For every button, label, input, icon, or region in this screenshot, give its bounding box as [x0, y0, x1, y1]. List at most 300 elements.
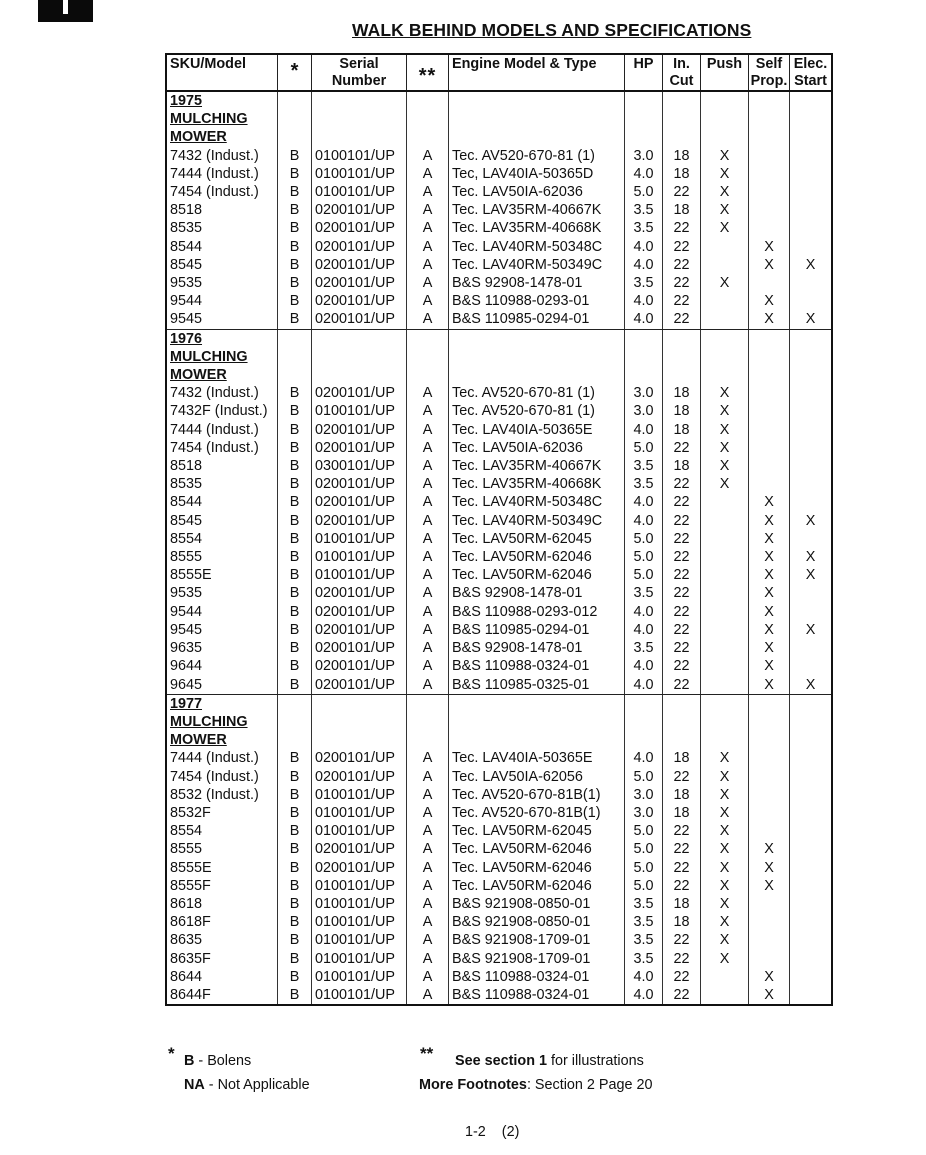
code-cell: A: [407, 274, 449, 292]
empty-cell: [312, 348, 407, 366]
section-title-cell: [166, 329, 278, 348]
sku-cell: 7444 (Indust.): [170, 750, 259, 767]
cut-cell: 18: [663, 804, 701, 822]
hp-cell: 4.0: [625, 256, 663, 274]
section-title-cell: [166, 348, 278, 366]
cut-cell: 22: [663, 238, 701, 256]
cut-cell: 22: [663, 183, 701, 201]
hp-cell: 5.0: [625, 439, 663, 457]
serial-cell: 0300101/UP: [312, 457, 407, 475]
elec-start-cell: [790, 913, 833, 931]
table-row: [166, 968, 832, 986]
empty-cell: [663, 110, 701, 128]
hp-cell: 4.0: [625, 421, 663, 439]
self-prop-cell: [749, 749, 790, 767]
table-row: [166, 201, 832, 219]
code-cell: A: [407, 493, 449, 511]
hp-cell: 3.5: [625, 457, 663, 475]
serial-cell: 0100101/UP: [312, 786, 407, 804]
table-row: [166, 292, 832, 310]
cut-cell: 22: [663, 968, 701, 986]
engine-cell: Tec. AV520-670-81 (1): [449, 147, 625, 165]
engine-cell: B&S 92908-1478-01: [449, 639, 625, 657]
push-cell: X: [701, 950, 749, 968]
hp-cell: 4.0: [625, 493, 663, 511]
elec-start-cell: [790, 603, 833, 621]
self-prop-cell: [749, 165, 790, 183]
engine-cell: B&S 92908-1478-01: [449, 584, 625, 602]
empty-cell: [312, 128, 407, 146]
sku-cell: 8555F: [170, 877, 211, 894]
sku-cell: 9644: [170, 658, 203, 675]
push-cell: X: [701, 183, 749, 201]
header-serial: Serial Number: [312, 54, 407, 91]
empty-cell: [449, 694, 625, 713]
code-cell: A: [407, 292, 449, 310]
sku-cell: 7432 (Indust.): [170, 147, 259, 164]
serial-cell: 0100101/UP: [312, 931, 407, 949]
elec-start-cell: [790, 384, 833, 402]
code-cell: A: [407, 895, 449, 913]
serial-cell: 0100101/UP: [312, 895, 407, 913]
push-cell: X: [701, 786, 749, 804]
sku-cell: 8635: [170, 932, 203, 949]
empty-cell: [407, 348, 449, 366]
cut-cell: 18: [663, 402, 701, 420]
header-hp: HP: [625, 54, 663, 91]
push-cell: [701, 968, 749, 986]
empty-cell: [625, 694, 663, 713]
manufacturer-cell: B: [278, 676, 312, 695]
manufacturer-cell: B: [278, 895, 312, 913]
code-cell: A: [407, 840, 449, 858]
cut-cell: 18: [663, 895, 701, 913]
engine-cell: Tec. LAV50RM-62045: [449, 530, 625, 548]
section-header-row: [166, 366, 832, 384]
manufacturer-cell: B: [278, 201, 312, 219]
push-cell: X: [701, 219, 749, 237]
code-cell: A: [407, 457, 449, 475]
elec-start-cell: [790, 219, 833, 237]
elec-start-cell: [790, 931, 833, 949]
cut-cell: 22: [663, 439, 701, 457]
cut-cell: 18: [663, 201, 701, 219]
code-cell: A: [407, 439, 449, 457]
push-cell: X: [701, 475, 749, 493]
code-cell: A: [407, 475, 449, 493]
code-cell: A: [407, 219, 449, 237]
serial-cell: 0200101/UP: [312, 603, 407, 621]
engine-cell: Tec. LAV40IA-50365E: [449, 421, 625, 439]
code-cell: A: [407, 968, 449, 986]
hp-cell: 5.0: [625, 859, 663, 877]
empty-cell: [701, 329, 749, 348]
engine-cell: Tec. LAV35RM-40668K: [449, 219, 625, 237]
empty-cell: [663, 366, 701, 384]
empty-cell: [790, 128, 833, 146]
cut-cell: 22: [663, 877, 701, 895]
hp-cell: 4.0: [625, 621, 663, 639]
engine-cell: B&S 110985-0325-01: [449, 676, 625, 695]
self-prop-cell: X: [749, 657, 790, 675]
manufacturer-cell: B: [278, 219, 312, 237]
self-prop-cell: [749, 913, 790, 931]
sku-cell: 7454 (Indust.): [170, 439, 259, 456]
table-row: [166, 840, 832, 858]
header-manufacturer: [278, 54, 312, 91]
elec-start-cell: [790, 493, 833, 511]
serial-cell: 0100101/UP: [312, 913, 407, 931]
push-cell: X: [701, 768, 749, 786]
self-prop-cell: [749, 274, 790, 292]
push-cell: [701, 657, 749, 675]
serial-cell: 0200101/UP: [312, 421, 407, 439]
manufacturer-cell: B: [278, 768, 312, 786]
self-prop-cell: X: [749, 310, 790, 329]
empty-cell: [312, 329, 407, 348]
engine-cell: Tec. AV520-670-81 (1): [449, 384, 625, 402]
sku-cell: 9544: [170, 293, 203, 310]
table-row: [166, 804, 832, 822]
table-body: [166, 91, 832, 1005]
code-cell: A: [407, 384, 449, 402]
sku-cell: 8518: [170, 458, 203, 475]
self-prop-cell: [749, 219, 790, 237]
sku-cell: 7432 (Indust.): [170, 385, 259, 402]
manufacturer-cell: B: [278, 165, 312, 183]
engine-cell: B&S 921908-0850-01: [449, 913, 625, 931]
empty-cell: [407, 731, 449, 749]
table-row: [166, 238, 832, 256]
self-prop-cell: [749, 786, 790, 804]
cut-cell: 22: [663, 986, 701, 1005]
elec-start-cell: [790, 238, 833, 256]
sku-cell: 9545: [170, 621, 203, 638]
empty-cell: [278, 366, 312, 384]
serial-cell: 0200101/UP: [312, 384, 407, 402]
serial-cell: 0100101/UP: [312, 877, 407, 895]
sku-cell: 8555: [170, 841, 203, 858]
self-prop-cell: [749, 822, 790, 840]
serial-cell: 0200101/UP: [312, 238, 407, 256]
manufacturer-cell: B: [278, 439, 312, 457]
engine-cell: B&S 921908-0850-01: [449, 895, 625, 913]
code-cell: A: [407, 768, 449, 786]
code-cell: A: [407, 603, 449, 621]
hp-cell: 4.0: [625, 512, 663, 530]
engine-cell: B&S 92908-1478-01: [449, 274, 625, 292]
sku-cell: 8644: [170, 968, 203, 985]
table-row: [166, 384, 832, 402]
empty-cell: [790, 329, 833, 348]
cut-cell: 22: [663, 566, 701, 584]
engine-cell: Tec. AV520-670-81B(1): [449, 786, 625, 804]
push-cell: [701, 512, 749, 530]
section-label: MOWER: [170, 732, 227, 749]
sku-cell: 9535: [170, 585, 203, 602]
self-prop-cell: X: [749, 859, 790, 877]
table-row: [166, 768, 832, 786]
cut-cell: 22: [663, 219, 701, 237]
hp-cell: 3.5: [625, 274, 663, 292]
push-cell: X: [701, 201, 749, 219]
sku-cell: 8532 (Indust.): [170, 786, 259, 803]
code-cell: A: [407, 256, 449, 274]
empty-cell: [663, 348, 701, 366]
sku-cell: 8618: [170, 895, 203, 912]
push-cell: X: [701, 421, 749, 439]
self-prop-cell: [749, 950, 790, 968]
cut-cell: 18: [663, 165, 701, 183]
hp-cell: 3.0: [625, 384, 663, 402]
self-prop-cell: [749, 402, 790, 420]
manufacturer-cell: B: [278, 877, 312, 895]
empty-cell: [625, 366, 663, 384]
serial-cell: 0100101/UP: [312, 804, 407, 822]
hp-cell: 4.0: [625, 676, 663, 695]
empty-cell: [701, 731, 749, 749]
sku-cell: 8555: [170, 549, 203, 566]
hp-cell: 5.0: [625, 530, 663, 548]
empty-cell: [407, 128, 449, 146]
empty-cell: [790, 348, 833, 366]
sku-cell: 7444 (Indust.): [170, 421, 259, 438]
section-year: 1976: [170, 330, 203, 347]
header-elec-start: Elec. Start: [790, 54, 833, 91]
empty-cell: [312, 713, 407, 731]
empty-cell: [407, 713, 449, 731]
serial-cell: 0200101/UP: [312, 201, 407, 219]
manufacturer-cell: B: [278, 749, 312, 767]
push-cell: X: [701, 402, 749, 420]
sku-cell: 8644F: [166, 986, 278, 1005]
code-cell: A: [407, 165, 449, 183]
cut-cell: 18: [663, 421, 701, 439]
push-cell: [701, 603, 749, 621]
table-row: [166, 950, 832, 968]
sku-cell: 9645: [166, 676, 278, 695]
empty-cell: [407, 329, 449, 348]
serial-cell: 0200101/UP: [312, 439, 407, 457]
section-header-row: [166, 694, 832, 713]
elec-start-cell: [790, 475, 833, 493]
hp-cell: 3.5: [625, 219, 663, 237]
code-cell: A: [407, 804, 449, 822]
engine-cell: Tec. LAV50RM-62046: [449, 566, 625, 584]
sku-cell: 8554: [170, 823, 203, 840]
empty-cell: [312, 731, 407, 749]
elec-start-cell: [790, 786, 833, 804]
hp-cell: 4.0: [625, 310, 663, 329]
serial-cell: 0200101/UP: [312, 657, 407, 675]
engine-cell: Tec. LAV50IA-62056: [449, 768, 625, 786]
self-prop-cell: X: [749, 548, 790, 566]
empty-cell: [749, 110, 790, 128]
section-label: MULCHING: [170, 111, 248, 128]
manufacturer-cell: B: [278, 548, 312, 566]
elec-start-cell: X: [790, 256, 833, 274]
elec-start-cell: [790, 274, 833, 292]
manufacturer-cell: B: [278, 913, 312, 931]
manufacturer-cell: B: [278, 402, 312, 420]
empty-cell: [701, 91, 749, 110]
push-cell: [701, 238, 749, 256]
table-row: [166, 219, 832, 237]
engine-cell: Tec. LAV50RM-62046: [449, 859, 625, 877]
manufacturer-cell: B: [278, 512, 312, 530]
footnote-more-footnotes: More Footnotes: Section 2 Page 20: [419, 1077, 653, 1093]
self-prop-cell: [749, 457, 790, 475]
code-cell: A: [407, 201, 449, 219]
engine-cell: B&S 110988-0324-01: [449, 986, 625, 1005]
manufacturer-cell: B: [278, 603, 312, 621]
sku-cell: 8532F: [170, 804, 211, 821]
section-title-cell: [166, 91, 278, 110]
push-cell: [701, 986, 749, 1005]
engine-cell: Tec, LAV40IA-50365D: [449, 165, 625, 183]
code-cell: A: [407, 639, 449, 657]
manufacturer-cell: B: [278, 493, 312, 511]
self-prop-cell: X: [749, 877, 790, 895]
push-cell: X: [701, 840, 749, 858]
table-row: [166, 621, 832, 639]
push-cell: [701, 310, 749, 329]
sku-cell: 8635F: [170, 950, 211, 967]
empty-cell: [663, 329, 701, 348]
serial-cell: 0200101/UP: [312, 310, 407, 329]
manufacturer-cell: B: [278, 657, 312, 675]
empty-cell: [663, 128, 701, 146]
push-cell: X: [701, 384, 749, 402]
empty-cell: [701, 128, 749, 146]
empty-cell: [278, 731, 312, 749]
push-cell: X: [701, 895, 749, 913]
code-cell: A: [407, 512, 449, 530]
manufacturer-cell: B: [278, 786, 312, 804]
table-row: [166, 147, 832, 165]
cut-cell: 22: [663, 310, 701, 329]
empty-cell: [701, 694, 749, 713]
hp-cell: 4.0: [625, 603, 663, 621]
serial-cell: 0200101/UP: [312, 584, 407, 602]
table-row: [166, 457, 832, 475]
empty-cell: [278, 713, 312, 731]
push-cell: X: [701, 859, 749, 877]
push-cell: [701, 548, 749, 566]
manufacturer-cell: B: [278, 840, 312, 858]
self-prop-cell: [749, 931, 790, 949]
cut-cell: 18: [663, 384, 701, 402]
table-row: [166, 749, 832, 767]
empty-cell: [749, 366, 790, 384]
hp-cell: 3.5: [625, 950, 663, 968]
cut-cell: 22: [663, 548, 701, 566]
code-cell: A: [407, 584, 449, 602]
sku-cell: 8535: [170, 476, 203, 493]
manufacturer-cell: B: [278, 822, 312, 840]
manufacturer-cell: B: [278, 384, 312, 402]
section-header-row: [166, 110, 832, 128]
serial-cell: 0100101/UP: [312, 165, 407, 183]
manufacturer-cell: B: [278, 950, 312, 968]
code-cell: A: [407, 859, 449, 877]
elec-start-cell: [790, 840, 833, 858]
section-title-cell: [166, 110, 278, 128]
serial-cell: 0100101/UP: [312, 548, 407, 566]
empty-cell: [312, 366, 407, 384]
push-cell: X: [701, 749, 749, 767]
serial-cell: 0100101/UP: [312, 968, 407, 986]
self-prop-cell: [749, 439, 790, 457]
empty-cell: [625, 348, 663, 366]
table-row: [166, 512, 832, 530]
elec-start-cell: X: [790, 621, 833, 639]
push-cell: X: [701, 274, 749, 292]
cut-cell: 22: [663, 840, 701, 858]
elec-start-cell: [790, 402, 833, 420]
serial-cell: 0200101/UP: [312, 219, 407, 237]
push-cell: X: [701, 457, 749, 475]
elec-start-cell: [790, 859, 833, 877]
empty-cell: [449, 713, 625, 731]
manufacturer-cell: B: [278, 530, 312, 548]
section-header-row: [166, 348, 832, 366]
elec-start-cell: X: [790, 548, 833, 566]
header-sku: SKU/Model: [166, 54, 278, 91]
code-cell: A: [407, 913, 449, 931]
manufacturer-cell: B: [278, 621, 312, 639]
table-row: [166, 603, 832, 621]
hp-cell: 5.0: [625, 822, 663, 840]
self-prop-cell: X: [749, 639, 790, 657]
empty-cell: [449, 329, 625, 348]
sku-cell: 7432F (Indust.): [170, 403, 268, 420]
hp-cell: 3.5: [625, 584, 663, 602]
section-header-row: [166, 713, 832, 731]
engine-cell: B&S 921908-1709-01: [449, 950, 625, 968]
code-cell: A: [407, 402, 449, 420]
sku-cell: 8518: [170, 202, 203, 219]
empty-cell: [749, 329, 790, 348]
push-cell: X: [701, 165, 749, 183]
table-row: [166, 986, 832, 1005]
section-label: MULCHING: [170, 348, 248, 365]
serial-cell: 0200101/UP: [312, 621, 407, 639]
self-prop-cell: [749, 384, 790, 402]
serial-cell: 0200101/UP: [312, 749, 407, 767]
engine-cell: Tec. LAV40RM-50349C: [449, 512, 625, 530]
empty-cell: [278, 329, 312, 348]
empty-cell: [790, 366, 833, 384]
empty-cell: [790, 694, 833, 713]
elec-start-cell: X: [790, 566, 833, 584]
engine-cell: Tec. AV520-670-81B(1): [449, 804, 625, 822]
code-cell: A: [407, 749, 449, 767]
table-row: [166, 639, 832, 657]
header-engine: Engine Model & Type: [449, 54, 625, 91]
cut-cell: 22: [663, 530, 701, 548]
cut-cell: 22: [663, 475, 701, 493]
sku-cell: 7454 (Indust.): [170, 184, 259, 201]
serial-cell: 0200101/UP: [312, 859, 407, 877]
cut-cell: 18: [663, 749, 701, 767]
elec-start-cell: [790, 201, 833, 219]
push-cell: [701, 676, 749, 695]
header-code: [407, 54, 449, 91]
push-cell: X: [701, 913, 749, 931]
manufacturer-cell: B: [278, 457, 312, 475]
hp-cell: 4.0: [625, 238, 663, 256]
